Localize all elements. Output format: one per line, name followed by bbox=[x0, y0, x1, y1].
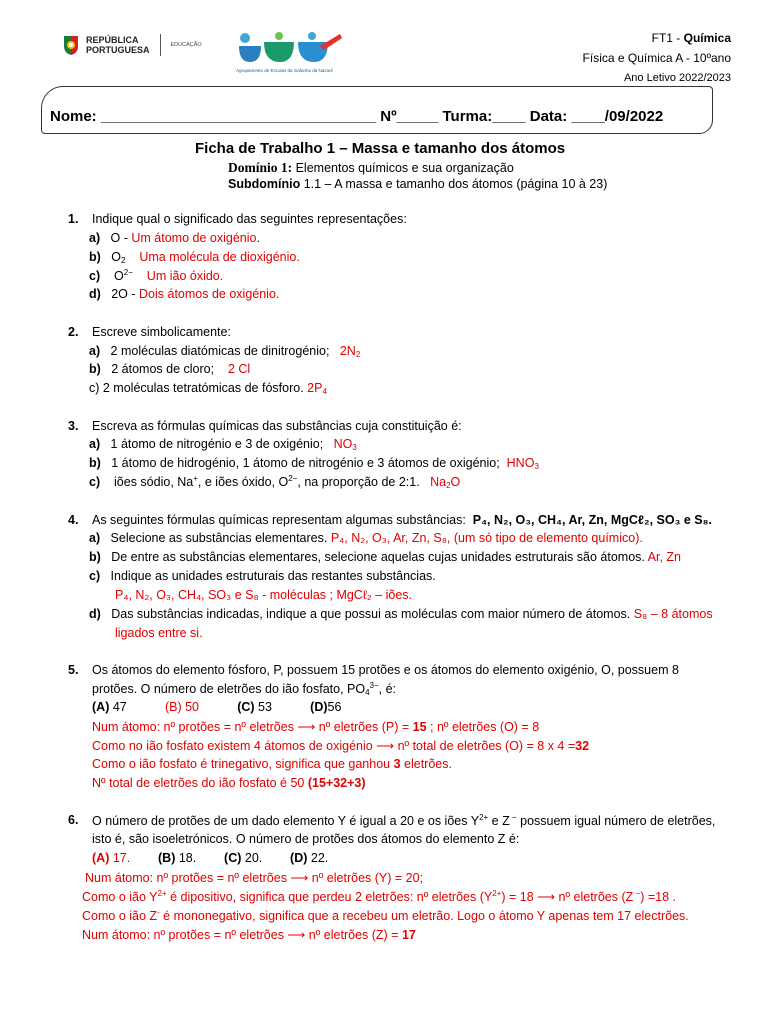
q6-answer-4: Num átomo: nº protões = nº eletrões ⟶ nº eletrões (Z) = 17 bbox=[82, 928, 416, 942]
q4-item-a: a) Selecione as substâncias elementares. P₄, N₂, O₃, Ar, Zn, S₈, (um só tipo de elemento químico). bbox=[89, 531, 643, 545]
q4-item-c: c) Indique as unidades estruturais das restantes substâncias. bbox=[89, 569, 436, 583]
q1-item-d: d) 2O - Dois átomos de oxigénio. bbox=[89, 287, 280, 301]
question-1-number: 1. bbox=[68, 212, 79, 226]
org-name: REPÚBLICA PORTUGUESA bbox=[86, 35, 150, 55]
q5-answer-4: Nº total de eletrões do ião fosfato é 50 (15+32+3) bbox=[92, 776, 366, 790]
q5-answer-2: Como no ião fosfato existem 4 átomos de oxigénio ⟶ nº total de eletrões (O) = 8 x 4 =32 bbox=[92, 739, 590, 753]
school-logo-graphic bbox=[236, 28, 346, 68]
q5-option-a: (A) 47 bbox=[92, 700, 127, 714]
course-code: FT1 - Química bbox=[651, 31, 731, 45]
question-2-number: 2. bbox=[68, 325, 79, 339]
q5-answer-3: Como o ião fosfato é trinegativo, significa que ganhou 3 eletrões. bbox=[92, 757, 452, 771]
q3-item-a: a) 1 átomo de nitrogénio e 3 de oxigénio; $NO_3$ bbox=[89, 437, 357, 452]
q1-item-a: a) O - Um átomo de oxigénio. bbox=[89, 231, 260, 245]
q3-item-c: c) iões sódio, Na+, e iões óxido, $O^{2-}$, na proporção de 2:1. $Na_2O$ bbox=[89, 474, 461, 490]
domain-line: Domínio 1: Elementos químicos e sua organização bbox=[228, 160, 514, 175]
q5-option-d: (D)56 bbox=[310, 700, 342, 714]
q5-option-c: (C) 53 bbox=[237, 700, 272, 714]
q2-item-a: a) 2 moléculas diatómicas de dinitrogénio; $2N_2$ bbox=[89, 344, 361, 359]
question-3-number: 3. bbox=[68, 419, 79, 433]
header-info bbox=[583, 28, 731, 88]
question-6-stem-2: isto é, são isoeletrónicos. O número de protões dos átomos do elemento Z é: bbox=[92, 832, 520, 846]
subdomain-line: Subdomínio 1.1 – A massa e tamanho dos átomos (página 10 à 23) bbox=[228, 177, 608, 191]
q3-item-b: b) 1 átomo de hidrogénio, 1 átomo de nitrogénio e 3 átomos de oxigénio; $HNO_3$ bbox=[89, 456, 539, 471]
ministry-label: EDUCAÇÃO bbox=[170, 42, 202, 48]
coat-of-arms-icon bbox=[62, 34, 80, 56]
question-5-stem-2: protões. O número de eletrões do ião fosfato, $PO_4^{3-}$, é: bbox=[92, 681, 397, 697]
q6-options bbox=[92, 851, 328, 865]
question-1-stem: Indique qual o significado das seguintes representações: bbox=[92, 212, 407, 226]
q5-option-b: (B) 50 bbox=[164, 700, 200, 714]
q6-option-c: (C) 20. bbox=[224, 851, 263, 865]
question-5-stem-1: Os átomos do elemento fósforo, P, possuem 15 protões e os átomos do elemento oxigénio, O, possuem 8 bbox=[92, 663, 679, 677]
q6-option-d: (D) 22. bbox=[290, 851, 329, 865]
school-caption: Agrupamento de Escolas da Gafanha da Nazaré bbox=[236, 68, 334, 73]
q5-answer-1: Num átomo: nº protões = nº eletrões ⟶ nº eletrões (P) = 15 ; nº eletrões (O) = 8 bbox=[92, 720, 540, 734]
question-2-stem: Escreve simbolicamente: bbox=[92, 325, 231, 339]
q6-option-b: (B) 18. bbox=[158, 851, 197, 865]
school-year: Ano Letivo 2022/2023 bbox=[623, 72, 731, 84]
q4-item-b: b) De entre as substâncias elementares, selecione aquelas cujas unidades estruturais são átomos. Ar, Zn bbox=[89, 550, 681, 564]
q5-options bbox=[92, 700, 341, 714]
q6-answer-1: Num átomo: nº protões = nº eletrões ⟶ nº eletrões (Y) = 20; bbox=[85, 871, 424, 885]
q2-item-c: c) 2 moléculas tetratómicas de fósforo. $2P_4$ bbox=[89, 381, 327, 396]
question-3-stem: Escreva as fórmulas químicas das substâncias cuja constituição é: bbox=[92, 419, 462, 433]
q4-item-d-answer-cont: ligados entre si. bbox=[115, 626, 203, 640]
q4-item-d: d) Das substâncias indicadas, indique a que possui as moléculas com maior número de átomos. S₈ – 8 átomos bbox=[89, 607, 713, 621]
question-6-stem-1: O número de protões de um dado elemento Y é igual a 20 e os iões $Y^{2+}$ e Z − possuem igual número de eletrões, bbox=[92, 813, 716, 828]
question-5-number: 5. bbox=[68, 663, 79, 677]
q4-item-c-answer: P₄, N₂, O₃, CH₄, SO₃ e S₈ - moléculas ; MgCℓ₂ – iões. bbox=[115, 588, 413, 602]
question-6-number: 6. bbox=[68, 813, 79, 827]
q1-item-c: c) $O^{2-}$ Um ião óxido. bbox=[89, 268, 224, 283]
student-info-line: Nome: _________________________________ Nº_____ Turma:____ Data: ____/09/2022 bbox=[50, 108, 664, 125]
q1-item-b: b) $O_2$ Uma molécula de dioxigénio. bbox=[89, 250, 300, 265]
q6-answer-2: Como o ião $Y^{2+}$ é dipositivo, significa que perdeu 2 eletrões: nº eletrões $(Y^{2+}) = 18$ ⟶ nº eletrões (Z −) =18 . bbox=[82, 889, 676, 904]
q6-option-a: (A) 17. bbox=[92, 851, 131, 865]
question-4-stem: As seguintes fórmulas químicas representam algumas substâncias: P₄, N₂, O₃, CH₄, Ar, Zn, MgCℓ₂, SO₃ e S₈. bbox=[92, 513, 712, 527]
question-4-number: 4. bbox=[68, 513, 79, 527]
republica-portuguesa-logo bbox=[62, 34, 202, 56]
worksheet-title: Ficha de Trabalho 1 – Massa e tamanho dos átomos bbox=[195, 140, 566, 157]
q2-item-b: b) 2 átomos de cloro; 2 Cl bbox=[89, 362, 251, 376]
q6-answer-3: Como o ião Z- é mononegativo, significa que a recebeu um eletrão. Logo o átomo Y apenas tem 17 electrões. bbox=[82, 908, 689, 923]
course-name: Física e Química A - 10ºano bbox=[582, 51, 731, 65]
school-logo bbox=[236, 28, 346, 76]
